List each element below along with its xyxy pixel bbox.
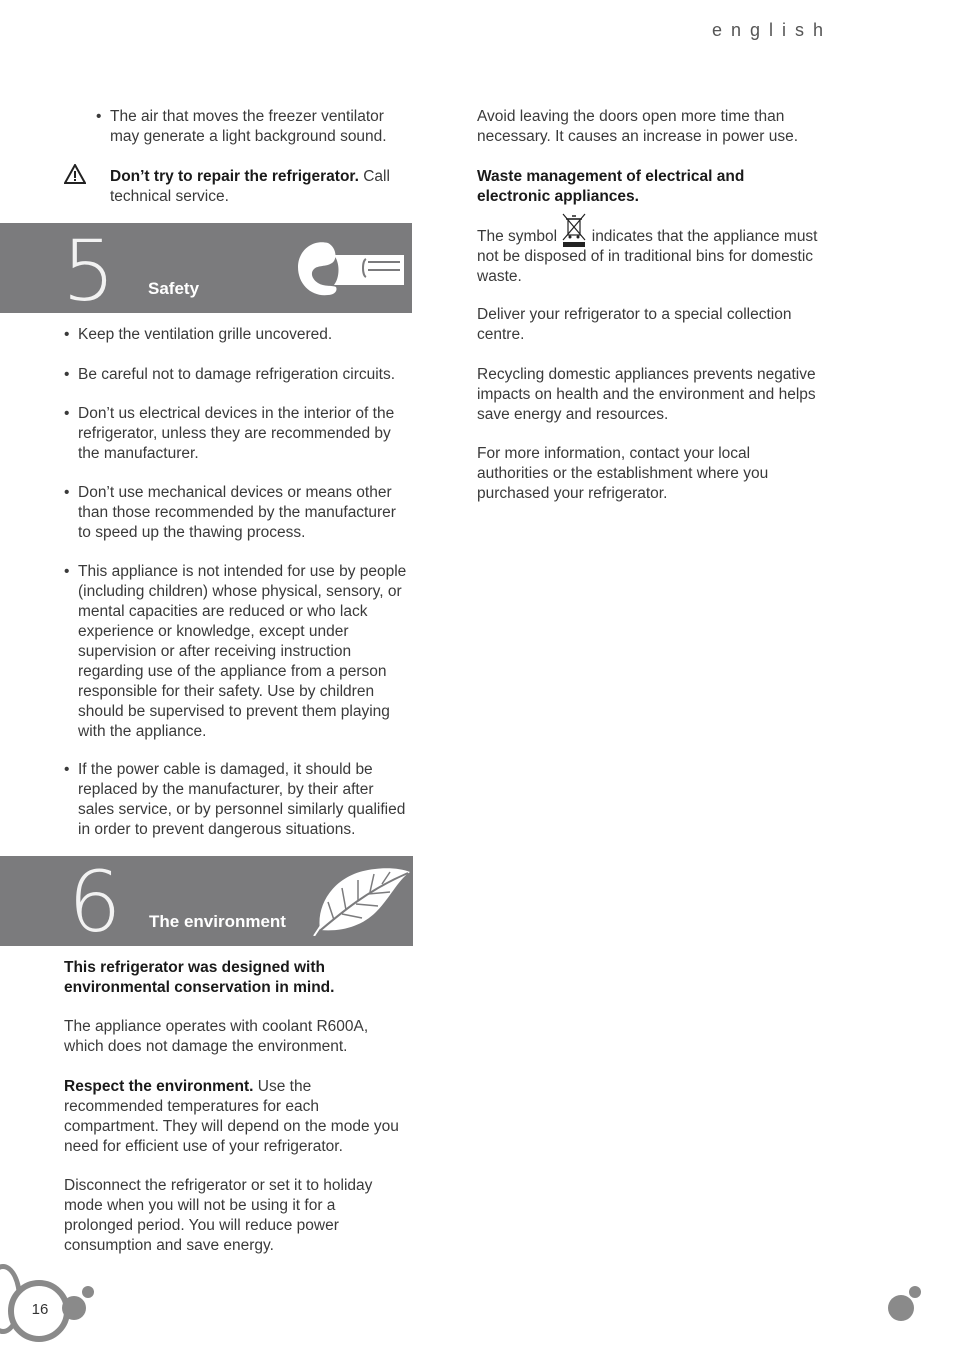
decor-dot-left-large bbox=[62, 1296, 86, 1320]
symbol-text-before: The symbol bbox=[477, 228, 558, 245]
bullet-dot: • bbox=[64, 366, 70, 383]
section-6-header bbox=[0, 856, 413, 946]
safety-bullet-text: Keep the ventilation grille uncovered. bbox=[78, 326, 333, 343]
safety-bullet-text: This appliance is not intended for use by people (including children) whose physical, sensory, or mental capacities are reduced or who lack experience or knowledge, except under supervision or after receiving instruction regarding use of the appliance from a person responsible for their safety. Use by children should be supervised to prevent them playing with the appliance. bbox=[78, 563, 407, 740]
warning-bold: Don’t try to repair the refrigerator. bbox=[110, 168, 359, 185]
warning-text bbox=[110, 167, 410, 207]
safety-bullet-text: Don’t use mechanical devices or means other than those recommended by the manufacturer to speed up the thawing process. bbox=[78, 484, 396, 541]
decor-dot-right-small bbox=[909, 1286, 921, 1298]
safety-bullet-text: Be careful not to damage refrigeration circuits. bbox=[78, 366, 396, 383]
bullet-dot: • bbox=[64, 484, 70, 501]
safety-bullet bbox=[64, 483, 408, 543]
waste-title: Waste management of electrical and electronic appliances. bbox=[477, 168, 745, 205]
bullet-dot: • bbox=[64, 761, 70, 778]
disconnect-text: Disconnect the refrigerator or set it to holiday mode when you will not be using it for a prolonged period. You will reduce power consumption and save energy. bbox=[64, 1177, 373, 1254]
section-6-title: The environment bbox=[149, 912, 286, 931]
recycling-text: Recycling domestic appliances prevents negative impacts on health and the environment and helps save energy and resources. bbox=[477, 366, 816, 423]
wrench-icon bbox=[292, 237, 404, 313]
safety-bullet bbox=[64, 562, 408, 742]
page-number: 16 bbox=[31, 1301, 49, 1318]
respect-bold: Respect the environment. bbox=[64, 1078, 254, 1095]
symbol-text-after: indicates that the appliance must not be disposed of in traditional bins for domestic waste. bbox=[477, 228, 818, 285]
crossed-bin-icon bbox=[561, 227, 587, 247]
respect-rest: Use the recommended temperatures for each compartment. They will depend on the mode you need for efficient use of your refrigerator. bbox=[64, 1078, 399, 1155]
warning-rest: Call technical service. bbox=[110, 168, 390, 205]
deliver-text: Deliver your refrigerator to a special collection centre. bbox=[477, 306, 792, 343]
leaf-icon bbox=[312, 864, 412, 942]
safety-bullet bbox=[64, 365, 408, 385]
bullet-dot: • bbox=[64, 405, 70, 422]
safety-bullet bbox=[64, 760, 408, 840]
section-5-number: 5 bbox=[62, 223, 116, 313]
symbol-text bbox=[477, 227, 827, 287]
intro-bullet bbox=[96, 107, 410, 147]
bullet-dot: • bbox=[64, 563, 70, 580]
section-5-title: Safety bbox=[148, 279, 200, 298]
more-info-text: For more information, contact your local authorities or the establishment where you purchased your refrigerator. bbox=[477, 445, 769, 502]
intro-bullet-text: The air that moves the freezer ventilator may generate a light background sound. bbox=[110, 108, 387, 145]
safety-bullet bbox=[64, 325, 408, 345]
respect-text bbox=[64, 1077, 414, 1157]
doors-text: Avoid leaving the doors open more time than necessary. It causes an increase in power use. bbox=[477, 108, 799, 145]
bullet-dot: • bbox=[96, 108, 102, 125]
language-label: english bbox=[712, 20, 833, 40]
decor-dot-right-large bbox=[888, 1295, 914, 1321]
bullet-dot: • bbox=[64, 326, 70, 343]
environment-lead: This refrigerator was designed with environmental conservation in mind. bbox=[64, 959, 335, 996]
safety-bullet bbox=[64, 404, 408, 464]
decor-dot-left-small bbox=[82, 1286, 94, 1298]
coolant-text: The appliance operates with coolant R600A, which does not damage the environment. bbox=[64, 1018, 369, 1055]
section-5-header bbox=[0, 223, 412, 313]
section-6-number: 6 bbox=[68, 856, 122, 946]
warning-icon bbox=[64, 164, 86, 190]
safety-bullet-text: Don’t us electrical devices in the interior of the refrigerator, unless they are recommended by the manufacturer. bbox=[78, 405, 395, 462]
safety-bullet-text: If the power cable is damaged, it should be replaced by the manufacturer, by their after sales service, or by personnel similarly qualified in order to prevent dangerous situations. bbox=[78, 761, 406, 838]
